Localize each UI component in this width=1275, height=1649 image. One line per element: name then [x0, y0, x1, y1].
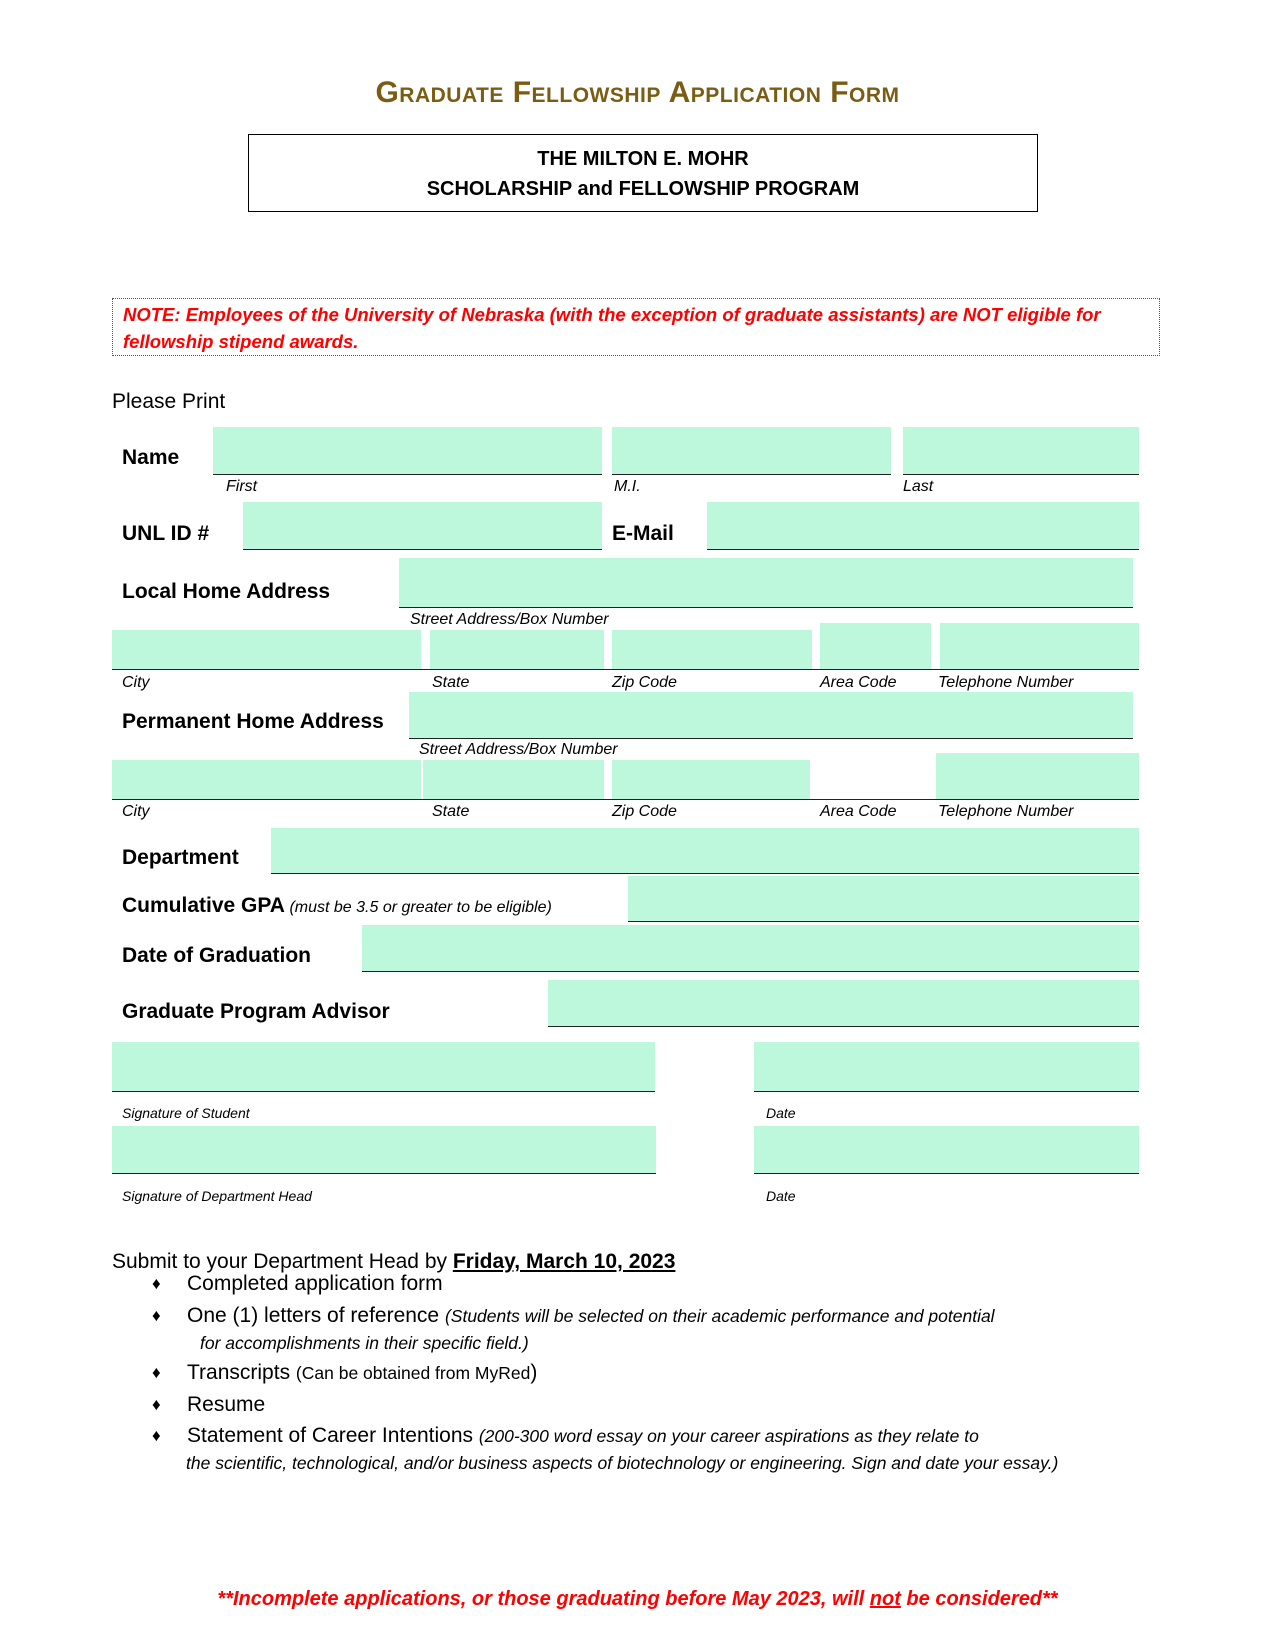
permanent-address-label: Permanent Home Address [122, 710, 384, 733]
checklist-item-5-continuation: the scientific, technological, and/or business aspects of biotechnology or engineering. Sign and date your essay.) [186, 1453, 1059, 1473]
advisor-field[interactable] [548, 980, 1139, 1027]
checklist-item-3-text [187, 1361, 537, 1385]
local-address-label: Local Home Address [122, 580, 331, 603]
form-title: Graduate Fellowship Application Form [375, 76, 900, 109]
department-label: Department [122, 846, 239, 869]
local-phone-caption: Telephone Number [938, 674, 1074, 691]
permanent-state-caption: State [432, 803, 470, 820]
permanent-phone-caption: Telephone Number [938, 803, 1074, 820]
local-zip-field[interactable] [612, 630, 812, 670]
permanent-phone-field[interactable] [936, 753, 1139, 799]
student-date-caption: Date [766, 1105, 796, 1121]
please-print-label: Please Print [112, 390, 226, 413]
middle-initial-field[interactable] [612, 427, 891, 475]
local-city-caption: City [122, 674, 150, 691]
last-name-caption: Last [903, 478, 934, 495]
last-name-field[interactable] [903, 427, 1139, 475]
permanent-zip-caption: Zip Code [612, 803, 677, 820]
head-date-field[interactable] [754, 1126, 1139, 1174]
local-city-field[interactable] [112, 630, 421, 670]
checklist-item-3-label: Transcripts [187, 1361, 296, 1384]
eligibility-note: NOTE: Employees of the University of Nebraska (with the exception of graduate assistants) are NOT eligible for fellowship stipend awards. [112, 298, 1160, 356]
local-zip-caption: Zip Code [612, 674, 677, 691]
bullet-icon: ♦ [152, 1363, 161, 1382]
permanent-street-field[interactable] [409, 692, 1133, 739]
permanent-city-field[interactable] [112, 760, 421, 799]
graduation-date-field[interactable] [362, 925, 1139, 972]
head-date-caption: Date [766, 1188, 796, 1204]
head-signature-caption: Signature of Department Head [122, 1188, 312, 1204]
checklist-item-2-continuation: for accomplishments in their specific field.) [200, 1333, 529, 1353]
gpa-field[interactable] [628, 876, 1139, 922]
local-area-code-caption: Area Code [820, 674, 897, 691]
student-signature-caption: Signature of Student [122, 1105, 250, 1121]
footer-warning [0, 1588, 1275, 1611]
bullet-icon: ♦ [152, 1395, 161, 1414]
checklist-item-2-label: One (1) letters of reference [187, 1304, 445, 1327]
first-name-field[interactable] [213, 427, 602, 475]
bullet-icon: ♦ [152, 1274, 161, 1293]
checklist-item-5-label: Statement of Career Intentions [187, 1424, 479, 1447]
permanent-address-underline [112, 799, 1139, 800]
graduation-label: Date of Graduation [122, 944, 312, 967]
checklist-item-5-text [187, 1424, 979, 1448]
name-label: Name [122, 446, 180, 469]
submit-deadline: Friday, March 10, 2023 [452, 1250, 676, 1273]
permanent-city-caption: City [122, 803, 150, 820]
local-phone-field[interactable] [940, 623, 1139, 670]
program-box [248, 134, 1038, 212]
student-date-field[interactable] [754, 1042, 1139, 1092]
bullet-icon: ♦ [152, 1426, 161, 1445]
advisor-label: Graduate Program Advisor [122, 1000, 390, 1023]
footer-after: be considered** [900, 1588, 1058, 1610]
unl-id-field[interactable] [243, 502, 602, 550]
local-address-underline [112, 669, 1139, 670]
permanent-state-field[interactable] [423, 760, 604, 799]
checklist-item-3-close: ) [530, 1361, 538, 1384]
checklist-item-5-note: (200-300 word essay on your career aspirations as they relate to [478, 1426, 979, 1446]
local-state-field[interactable] [430, 630, 604, 670]
checklist-item-1-text: Completed application form [187, 1272, 443, 1295]
permanent-zip-field[interactable] [612, 760, 810, 799]
email-label: E-Mail [612, 522, 674, 545]
first-name-caption: First [226, 478, 258, 495]
bullet-icon: ♦ [152, 1306, 161, 1325]
local-area-code-field[interactable] [820, 623, 931, 670]
unl-id-label: UNL ID # [122, 522, 210, 545]
local-state-caption: State [432, 674, 470, 691]
checklist-item-2-text [187, 1304, 995, 1328]
checklist-item-4-text: Resume [187, 1393, 266, 1416]
local-street-caption: Street Address/Box Number [410, 611, 609, 628]
checklist-item-3-note: (Can be obtained from MyRed [295, 1363, 531, 1383]
gpa-label-group [122, 894, 552, 918]
submit-instructions [112, 1250, 675, 1274]
checklist-item-2-note: (Students will be selected on their academic performance and potential [444, 1306, 995, 1326]
head-signature-field[interactable] [112, 1126, 656, 1174]
footer-not: not [869, 1588, 901, 1610]
permanent-area-code-caption: Area Code [820, 803, 897, 820]
submit-prefix: Submit to your Department Head by [112, 1250, 453, 1273]
email-field[interactable] [707, 502, 1139, 550]
program-line-1: THE MILTON E. MOHR [537, 148, 749, 170]
student-signature-field[interactable] [112, 1042, 655, 1092]
program-line-2: SCHOLARSHIP and FELLOWSHIP PROGRAM [426, 178, 860, 200]
footer-before: **Incomplete applications, or those graduating before May 2023, will [217, 1588, 870, 1610]
gpa-label: Cumulative GPA [122, 894, 285, 917]
department-field[interactable] [271, 828, 1139, 874]
middle-initial-caption: M.I. [614, 478, 641, 495]
permanent-street-caption: Street Address/Box Number [419, 741, 618, 758]
gpa-note: (must be 3.5 or greater to be eligible) [289, 899, 552, 916]
local-street-field[interactable] [399, 558, 1133, 608]
